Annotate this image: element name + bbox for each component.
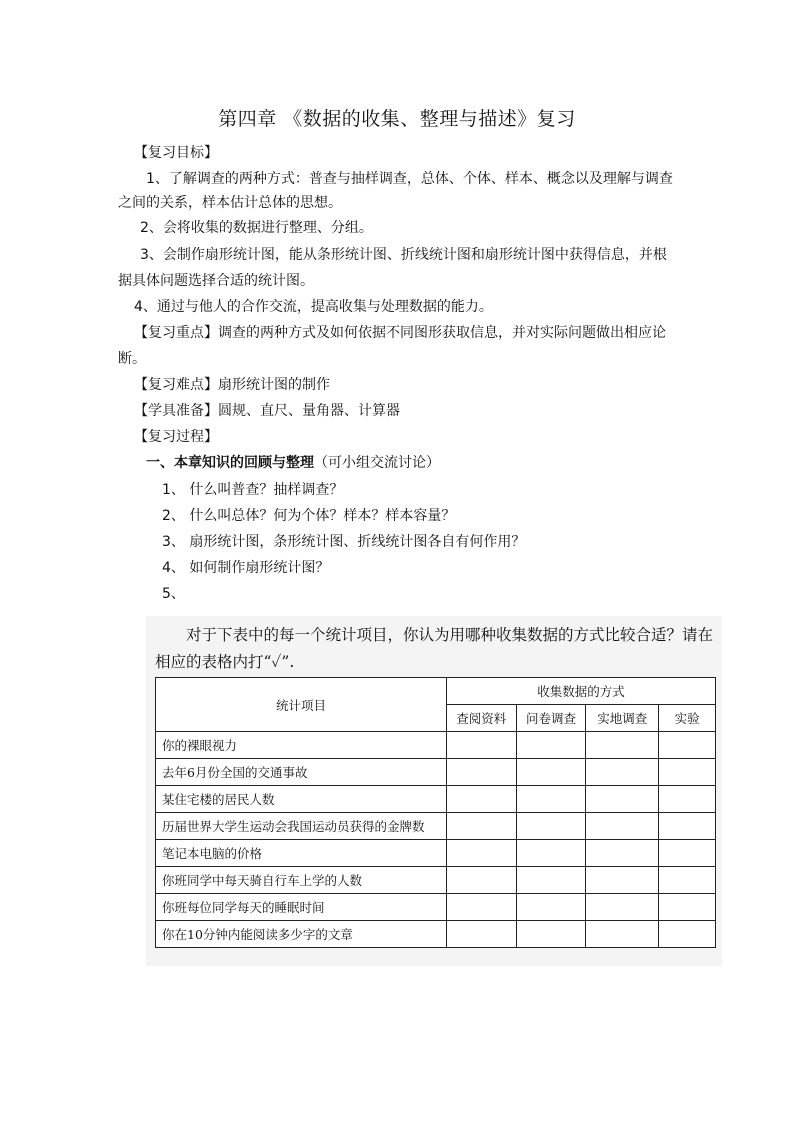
check-cell[interactable] [516,840,586,867]
row-item-label: 你的裸眼视力 [156,732,447,759]
check-cell[interactable] [446,867,516,894]
check-cell[interactable] [446,921,516,948]
row-item-label: 笔记本电脑的价格 [156,840,447,867]
question-4: 4、 如何制作扇形统计图？ [162,560,330,576]
exercise-instruction-line-2: 相应的表格内打“✓”. [155,653,295,671]
table-row [156,894,716,921]
check-cell[interactable] [586,759,659,786]
check-cell[interactable] [659,813,716,840]
row-item-label: 历届世界大学生运动会我国运动员获得的金牌数 [156,813,447,840]
header-method-experiment: 实验 [659,705,716,732]
check-cell[interactable] [659,759,716,786]
check-cell[interactable] [586,894,659,921]
table-row [156,759,716,786]
goals-header: 【复习目标】 [134,145,218,161]
check-cell[interactable] [516,867,586,894]
header-collection-method: 收集数据的方式 [446,678,715,705]
check-cell[interactable] [516,813,586,840]
section-1-note: （可小组交流讨论） [314,455,440,471]
header-method-questionnaire: 问卷调查 [516,705,586,732]
check-cell[interactable] [659,867,716,894]
check-cell[interactable] [446,813,516,840]
check-cell[interactable] [446,732,516,759]
check-cell[interactable] [659,732,716,759]
row-item-label: 你班每位同学每天的睡眠时间 [156,894,447,921]
question-2: 2、 什么叫总体？何为个体？样本？样本容量？ [162,508,456,524]
question-3: 3、 扇形统计图，条形统计图、折线统计图各自有何作用？ [162,534,526,550]
check-cell[interactable] [659,840,716,867]
tools: 【学具准备】圆规、直尺、量角器、计算器 [134,403,400,419]
check-cell[interactable] [586,867,659,894]
table-row [156,786,716,813]
goal-3-line-a: 3、会制作扇形统计图，能从条形统计图、折线统计图和扇形统计图中获得信息，并根 [140,247,667,263]
difficulty: 【复习难点】扇形统计图的制作 [134,377,330,393]
check-cell[interactable] [516,894,586,921]
check-cell[interactable] [659,786,716,813]
row-item-label: 你班同学中每天骑自行车上学的人数 [156,867,447,894]
check-cell[interactable] [659,894,716,921]
table-row [156,813,716,840]
check-cell[interactable] [516,759,586,786]
row-item-label: 某住宅楼的居民人数 [156,786,447,813]
question-5: 5、 [162,586,185,602]
question-1: 1、 什么叫普查？抽样调查？ [162,482,344,498]
check-cell[interactable] [516,786,586,813]
goal-3-line-b: 据具体问题选择合适的统计图。 [118,273,314,289]
row-item-label: 你在10分钟内能阅读多少字的文章 [156,921,447,948]
header-method-field-survey: 实地调查 [586,705,659,732]
row-item-label: 去年6月份全国的交通事故 [156,759,447,786]
goal-1-line-b: 之间的关系，样本估计总体的思想。 [118,195,342,211]
page-title: 第四章 《数据的收集、整理与描述》复习 [218,108,576,130]
goal-2: 2、会将收集的数据进行整理、分组。 [140,220,373,236]
header-statistic-item: 统计项目 [156,678,447,732]
table-row [156,867,716,894]
check-cell[interactable] [586,840,659,867]
check-cell[interactable] [586,786,659,813]
check-cell[interactable] [586,921,659,948]
check-cell[interactable] [586,813,659,840]
goal-1-line-a: 1、了解调查的两种方式：普查与抽样调查，总体、个体、样本、概念以及理解与调查 [146,171,673,187]
section-1-heading [146,453,440,473]
check-cell[interactable] [446,786,516,813]
key-points-line-a: 【复习重点】调查的两种方式及如何依据不同图形获取信息，并对实际问题做出相应论 [134,325,666,341]
survey-method-table [155,677,716,948]
check-cell[interactable] [516,732,586,759]
goal-4: 4、通过与他人的合作交流，提高收集与处理数据的能力。 [134,299,493,315]
check-cell[interactable] [586,732,659,759]
header-method-records: 查阅资料 [446,705,516,732]
table-row [156,840,716,867]
exercise-instruction-line-1: 对于下表中的每一个统计项目，你认为用哪种收集数据的方式比较合适？请在 [186,626,714,644]
check-cell[interactable] [446,894,516,921]
table-row [156,921,716,948]
process-header: 【复习过程】 [134,429,218,445]
check-cell[interactable] [516,921,586,948]
check-cell[interactable] [659,921,716,948]
check-cell[interactable] [446,759,516,786]
section-1-title: 一、本章知识的回顾与整理 [146,455,314,471]
key-points-line-b: 断。 [118,351,146,367]
table-row [156,732,716,759]
check-cell[interactable] [446,840,516,867]
